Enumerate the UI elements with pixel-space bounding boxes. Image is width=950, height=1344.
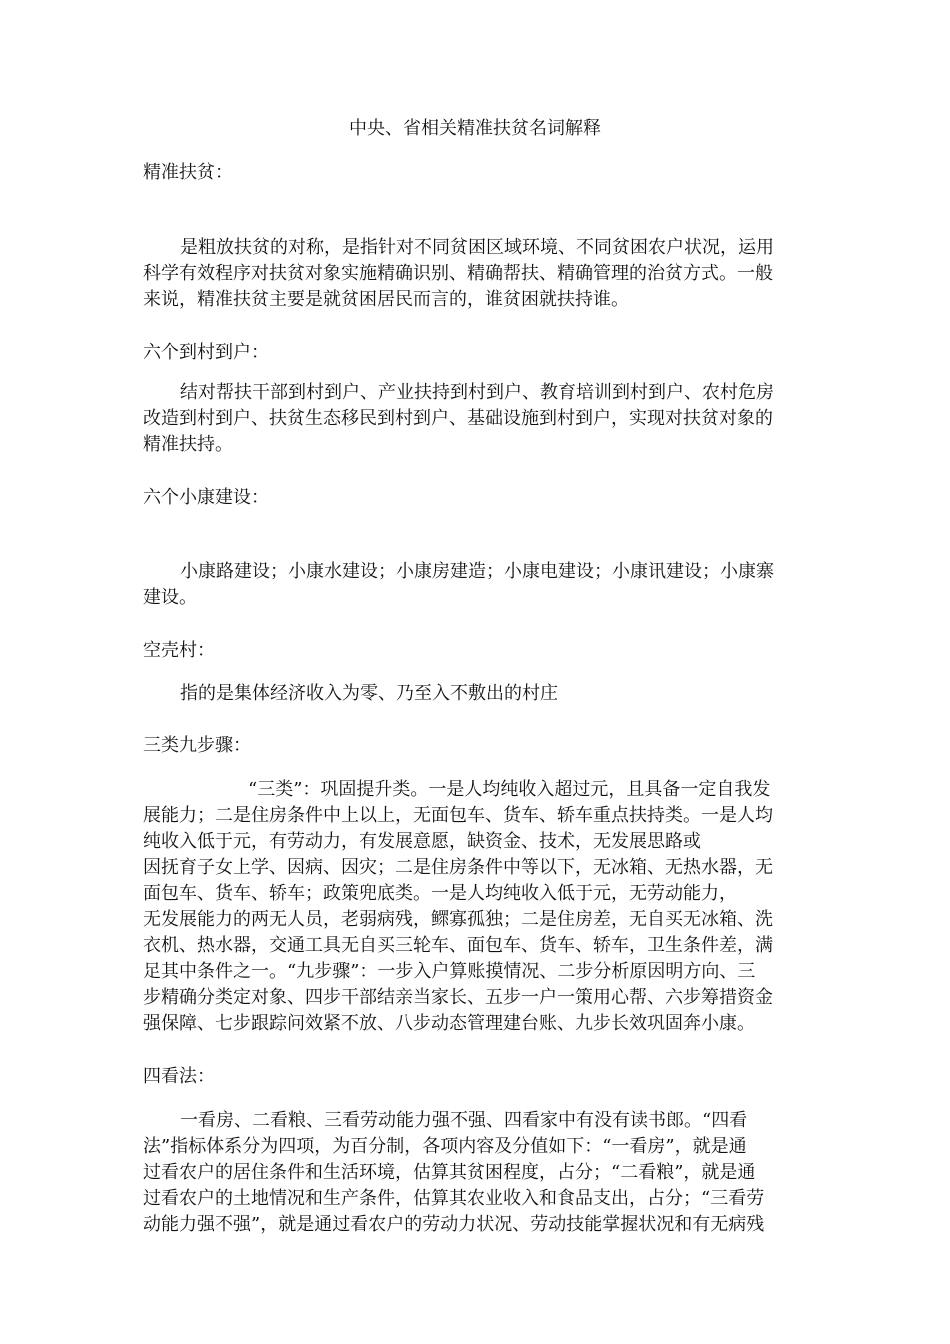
section-heading-jingzhun: 精准扶贫： (143, 162, 233, 183)
paragraph-line: 足其中条件之一。“九步骤”：一步入户算账摸情况、二步分析原因明方向、三 (143, 961, 756, 982)
section-heading-kongke: 空壳村： (143, 640, 215, 661)
paragraph-line: 小康路建设；小康水建设；小康房建造；小康电建设；小康讯建设；小康寨 (180, 561, 774, 582)
paragraph-line: 建设。 (143, 587, 197, 608)
paragraph-line: 步精确分类定对象、四步干部结亲当家长、五步一户一策用心帮、六步筹措资金 (143, 987, 773, 1008)
paragraph-line: 因抚育子女上学、因病、因灾；二是住房条件中等以下，无冰箱、无热水器，无 (143, 857, 773, 878)
paragraph-line: 过看农户的土地情况和生产条件，估算其农业收入和食品支出，占分；“三看劳 (143, 1188, 765, 1209)
paragraph-line: 指的是集体经济收入为零、乃至入不敷出的村庄 (180, 683, 558, 704)
paragraph-line: 动能力强不强”，就是通过看农户的劳动力状况、劳动技能掌握状况和有无病残 (143, 1214, 765, 1235)
paragraph-line: 来说，精准扶贫主要是就贫困居民而言的，谁贫困就扶持谁。 (143, 289, 629, 310)
paragraph-line: 改造到村到户、扶贫生态移民到村到户、基础设施到村到户，实现对扶贫对象的 (143, 408, 773, 429)
paragraph-line: 展能力；二是住房条件中上以上，无面包车、货车、轿车重点扶持类。一是人均 (143, 805, 773, 826)
paragraph-line: 结对帮扶干部到村到户、产业扶持到村到户、教育培训到村到户、农村危房 (180, 382, 774, 403)
paragraph-line: 过看农户的居住条件和生活环境，估算其贫困程度，占分；“二看粮”，就是通 (143, 1162, 756, 1183)
paragraph-line: 衣机、热水器，交通工具无自买三轮车、面包车、货车、轿车，卫生条件差，满 (143, 935, 773, 956)
section-heading-sanlei: 三类九步骤： (143, 735, 251, 756)
paragraph-line: 科学有效程序对扶贫对象实施精确识别、精确帮扶、精确管理的治贫方式。一般 (143, 263, 773, 284)
section-heading-xiaokang: 六个小康建设： (143, 487, 269, 508)
paragraph-line: 一看房、二看粮、三看劳动能力强不强、四看家中有没有读书郎。“四看 (180, 1110, 748, 1131)
paragraph-line: 精准扶持。 (143, 434, 233, 455)
paragraph-line: 面包车、货车、轿车；政策兜底类。一是人均纯收入低于元，无劳动能力， (143, 883, 737, 904)
paragraph-line: “三类”：巩固提升类。一是人均纯收入超过元，且具备一定自我发 (248, 779, 771, 800)
section-heading-sikan: 四看法： (143, 1066, 215, 1087)
paragraph-line: 法”指标体系分为四项，为百分制，各项内容及分值如下：“一看房”，就是通 (143, 1136, 747, 1157)
section-heading-liuge-daocun: 六个到村到户： (143, 342, 269, 363)
paragraph-line: 强保障、七步跟踪问效紧不放、八步动态管理建台账、九步长效巩固奔小康。 (143, 1013, 755, 1034)
document-title: 中央、省相关精准扶贫名词解释 (349, 118, 601, 139)
paragraph-line: 纯收入低于元，有劳动力，有发展意愿，缺资金、技术，无发展思路或 (143, 831, 701, 852)
paragraph-line: 是粗放扶贫的对称，是指针对不同贫困区域环境、不同贫困农户状况，运用 (180, 237, 774, 258)
paragraph-line: 无发展能力的两无人员，老弱病残，鳏寡孤独；二是住房差，无自买无冰箱、洗 (143, 909, 773, 930)
